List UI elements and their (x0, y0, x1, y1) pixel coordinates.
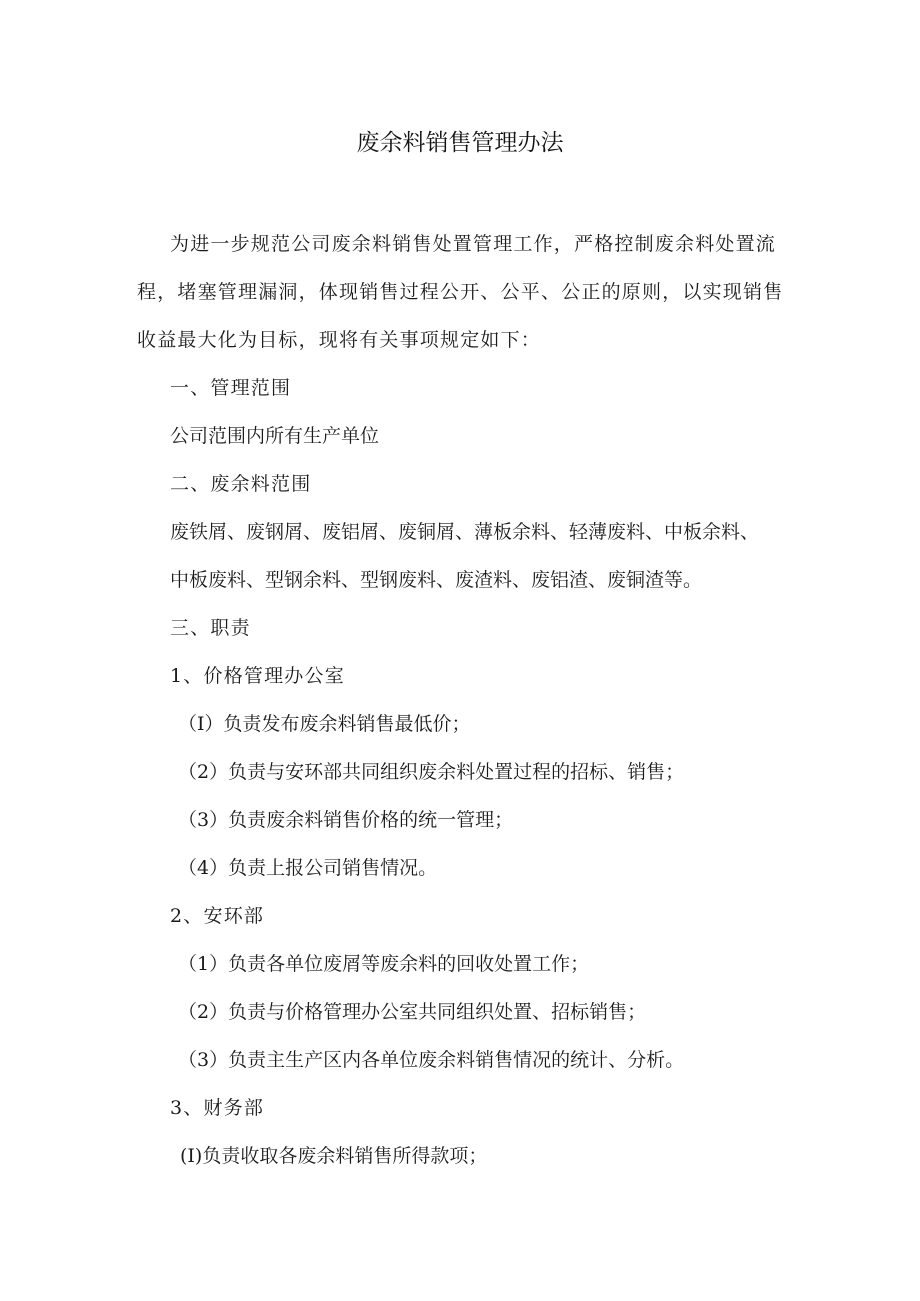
section-content-scope: 公司范围内所有生产单位 (170, 425, 380, 447)
list-item: （2）负责与价格管理办公室共同组织处置、招标销售； (178, 1001, 647, 1023)
subsection-heading-finance-dept: 3、财务部 (170, 1097, 265, 1119)
list-item: （4）负责上报公司销售情况。 (178, 857, 438, 879)
list-item: （3）负责废余料销售价格的统一管理； (178, 809, 514, 831)
materials-line-2: 中板废料、型钢余料、型钢废料、废渣料、废铝渣、废铜渣等。 (170, 569, 703, 591)
list-item: （2）负责与安环部共同组织废余料处置过程的招标、销售； (178, 761, 685, 783)
section-heading-duties: 三、职责 (170, 617, 251, 639)
list-item: (I)负责收取各废余料销售所得款项； (180, 1145, 488, 1167)
intro-line-1: 为进一步规范公司废余料销售处置管理工作，严格控制废余料处置流 (170, 233, 777, 255)
list-item: （1）负责各单位废屑等废余料的回收处置工作； (178, 953, 590, 975)
materials-line-1: 废铁屑、废钢屑、废铝屑、废铜屑、薄板余料、轻薄废料、中板余料、 (170, 521, 760, 543)
section-heading-materials: 二、废余料范围 (170, 473, 312, 495)
section-heading-scope: 一、管理范围 (170, 377, 292, 399)
intro-line-3: 收益最大化为目标，现将有关事项规定如下： (137, 329, 542, 351)
list-item: （I）负责发布废余料销售最低价； (178, 713, 471, 735)
document-title: 废余料销售管理办法 (356, 130, 564, 156)
subsection-heading-price-office: 1、价格管理办公室 (170, 665, 345, 687)
intro-line-2: 程，堵塞管理漏洞，体现销售过程公开、公平、公正的原则，以实现销售 (137, 281, 784, 303)
subsection-heading-safety-dept: 2、安环部 (170, 905, 265, 927)
list-item: （3）负责主生产区内各单位废余料销售情况的统计、分析。 (178, 1049, 685, 1071)
